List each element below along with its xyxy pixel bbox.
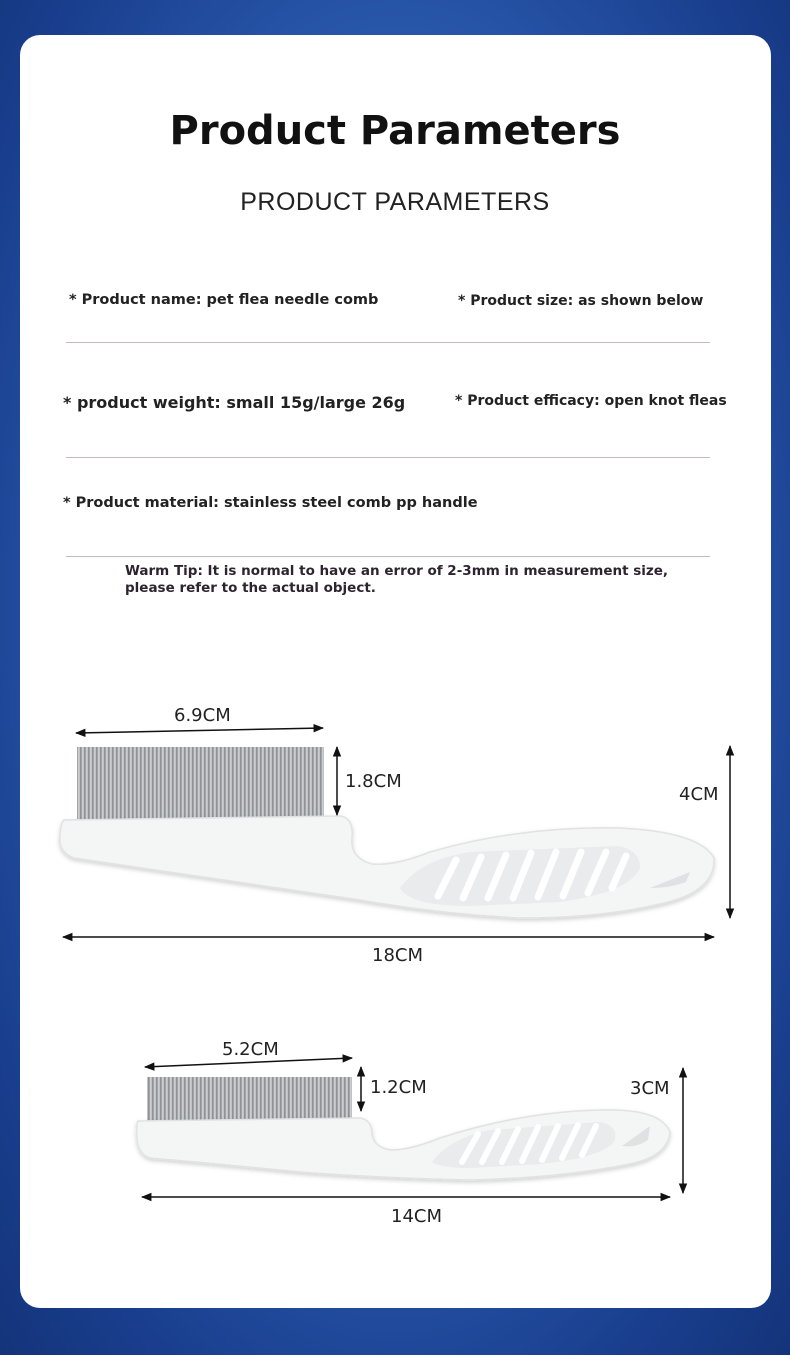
small-teeth-height-label: 1.2CM: [370, 1077, 427, 1098]
large-comb-image: [60, 728, 730, 937]
warm-tip: Warm Tip: It is normal to have an error of 2-3mm in measurement size, please refer to the actual object.: [125, 563, 669, 596]
small-teeth-width-label: 5.2CM: [222, 1039, 279, 1060]
small-comb-teeth: [147, 1077, 352, 1121]
param-product-weight: * product weight: small 15g/large 26g: [63, 393, 406, 412]
large-total-height-label: 4CM: [679, 784, 719, 805]
param-product-material: * Product material: stainless steel comb pp handle: [63, 495, 478, 511]
param-product-size: * Product size: as shown below: [458, 293, 704, 309]
small-total-height-label: 3CM: [630, 1078, 670, 1099]
large-teeth-height-label: 1.8CM: [345, 771, 402, 792]
param-product-efficacy: * Product efficacy: open knot fleas: [455, 393, 727, 409]
page-title: Product Parameters: [169, 108, 621, 154]
large-comb-teeth: [77, 747, 324, 819]
small-total-length-label: 14CM: [391, 1206, 443, 1227]
large-total-length-label: 18CM: [372, 945, 424, 966]
param-product-name: * Product name: pet flea needle comb: [69, 292, 379, 308]
large-teeth-width-label: 6.9CM: [174, 705, 231, 726]
page-subtitle: PRODUCT PARAMETERS: [240, 188, 550, 216]
